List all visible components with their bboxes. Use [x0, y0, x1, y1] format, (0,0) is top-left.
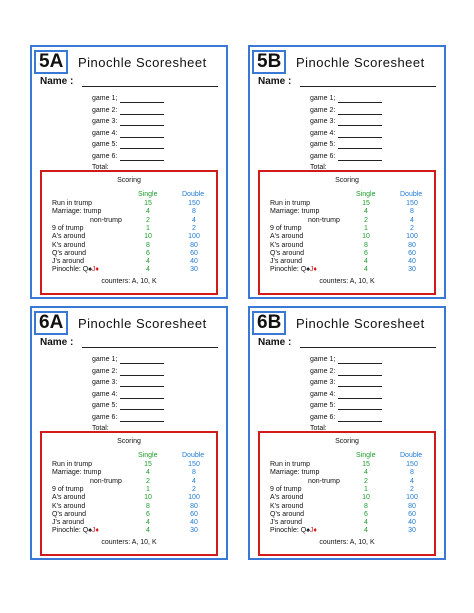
- scoring-row: [52, 258, 206, 267]
- game-label: game 6:: [310, 152, 336, 160]
- game-row: [92, 401, 172, 413]
- scoring-row: [270, 208, 424, 217]
- game-label: game 2:: [310, 367, 336, 375]
- name-row: [258, 76, 436, 88]
- scoring-label: 9 of trump: [52, 485, 84, 493]
- single-value: 15: [362, 461, 370, 468]
- scoring-label: Run in trump: [270, 461, 311, 468]
- game-score-field[interactable]: [120, 398, 164, 399]
- game-row: [92, 106, 172, 118]
- single-value: 15: [144, 461, 152, 468]
- scoring-row: [270, 503, 424, 512]
- game-score-field[interactable]: [120, 386, 164, 387]
- single-value: 4: [364, 519, 368, 527]
- queen-card: Q: [82, 266, 89, 274]
- queen-card: Q: [300, 527, 307, 535]
- single-value: 15: [362, 200, 370, 207]
- scoring-label: non-trump: [308, 477, 340, 485]
- double-header: Double: [182, 191, 205, 198]
- scoring-row: [52, 200, 206, 209]
- scoring-row: [270, 266, 424, 275]
- game-label: game 3:: [92, 118, 118, 125]
- double-value: 30: [190, 527, 198, 535]
- game-score-field[interactable]: [120, 125, 164, 126]
- game-row: [310, 94, 390, 106]
- double-value: 30: [408, 527, 416, 535]
- game-score-field[interactable]: [338, 148, 382, 149]
- scoring-row: [270, 486, 424, 495]
- scoring-label: non-trump: [90, 477, 122, 485]
- scoring-label: Q's around: [52, 249, 87, 257]
- game-label: Total:: [310, 164, 327, 171]
- scoring-label: A's around: [52, 233, 86, 241]
- double-value: 60: [190, 249, 198, 257]
- game-score-field[interactable]: [120, 148, 164, 149]
- scoring-label: [270, 266, 317, 275]
- double-value: 150: [406, 200, 418, 207]
- scoring-label: [270, 527, 317, 536]
- scoring-label: [52, 527, 99, 536]
- scoring-row: [270, 217, 424, 226]
- double-value: 40: [190, 519, 198, 527]
- scoring-row: [270, 200, 424, 209]
- scoring-row: [270, 511, 424, 520]
- single-value: 2: [146, 477, 150, 485]
- scoring-heading: Scoring: [335, 177, 359, 184]
- single-value: 8: [364, 241, 368, 249]
- game-row: [310, 413, 390, 425]
- double-value: 100: [406, 233, 418, 241]
- double-value: 30: [190, 266, 198, 274]
- game-row: [92, 152, 172, 164]
- scoring-row: [270, 478, 424, 487]
- queen-card: Q: [300, 266, 307, 274]
- scoring-row: [52, 242, 206, 251]
- game-row: [310, 355, 390, 367]
- card-title: Pinochle Scoresheet: [78, 316, 207, 331]
- double-value: 4: [192, 477, 196, 485]
- pinochle-label: Pinochle:: [52, 266, 83, 274]
- scoring-row: [270, 242, 424, 251]
- single-header: Single: [138, 191, 158, 198]
- jack-card: J: [309, 527, 314, 535]
- double-value: 2: [192, 224, 196, 232]
- double-value: 150: [188, 200, 200, 207]
- pinochle-label: Pinochle:: [52, 527, 83, 535]
- scoring-label: K's around: [52, 241, 86, 249]
- spade-icon: ♠: [88, 527, 92, 535]
- double-header: Double: [182, 452, 205, 459]
- game-row: [92, 413, 172, 425]
- game-label: game 4:: [310, 129, 336, 137]
- double-value: 8: [192, 469, 196, 477]
- game-row: [92, 129, 172, 141]
- game-label: game 1;: [310, 356, 336, 363]
- scoring-row: [52, 208, 206, 217]
- game-label: game 1;: [92, 95, 118, 102]
- single-value: 4: [146, 266, 150, 274]
- single-value: 1: [364, 224, 368, 232]
- scoring-label: Q's around: [52, 510, 87, 518]
- scoring-label: A's around: [270, 494, 304, 502]
- name-label: Name :: [40, 76, 74, 87]
- scoring-row: [270, 258, 424, 267]
- double-value: 8: [410, 469, 414, 477]
- name-label: Name :: [40, 337, 74, 348]
- scoring-row: [52, 486, 206, 495]
- scoring-heading: Scoring: [117, 438, 141, 445]
- game-score-field[interactable]: [338, 398, 382, 399]
- games-list: [310, 355, 390, 436]
- single-value: 4: [146, 258, 150, 266]
- scoring-label: non-trump: [90, 216, 122, 224]
- double-value: 100: [188, 233, 200, 241]
- single-value: 10: [362, 233, 370, 241]
- games-list: [92, 355, 172, 436]
- scoresheet-card: [248, 45, 446, 299]
- scoring-row: [52, 511, 206, 520]
- scoring-heading: Scoring: [335, 438, 359, 445]
- single-value: 4: [364, 208, 368, 216]
- game-score-field[interactable]: [120, 102, 164, 103]
- single-value: 1: [146, 224, 150, 232]
- game-row: [310, 117, 390, 129]
- scoring-row: [270, 233, 424, 242]
- game-label: game 5:: [310, 141, 336, 148]
- card-tag: 5B: [252, 50, 286, 74]
- scoring-label: Run in trump: [52, 461, 93, 468]
- game-label: game 4:: [92, 390, 118, 398]
- double-value: 2: [410, 485, 414, 493]
- game-row: [92, 117, 172, 129]
- spade-icon: ♠: [88, 266, 92, 274]
- game-row: [310, 401, 390, 413]
- name-row: [258, 337, 436, 349]
- single-value: 8: [146, 241, 150, 249]
- diamond-icon: ♦: [95, 266, 99, 274]
- single-value: 4: [364, 469, 368, 477]
- double-value: 100: [188, 494, 200, 502]
- single-value: 8: [146, 502, 150, 510]
- game-label: Total:: [310, 425, 327, 432]
- scoring-row: [52, 250, 206, 259]
- card-title: Pinochle Scoresheet: [296, 316, 425, 331]
- card-title: Pinochle Scoresheet: [78, 55, 207, 70]
- name-row: [40, 337, 218, 349]
- double-value: 60: [190, 510, 198, 518]
- game-score-field[interactable]: [338, 386, 382, 387]
- double-value: 2: [410, 224, 414, 232]
- game-score-field[interactable]: [120, 409, 164, 410]
- scoring-row: [52, 478, 206, 487]
- scoring-label: K's around: [52, 502, 86, 510]
- name-label: Name :: [258, 76, 292, 87]
- game-score-field[interactable]: [120, 421, 164, 422]
- single-value: 6: [364, 510, 368, 518]
- game-row: [310, 390, 390, 402]
- single-value: 2: [364, 477, 368, 485]
- double-value: 4: [410, 216, 414, 224]
- scoresheet-card: [30, 45, 228, 299]
- scoring-row: [52, 233, 206, 242]
- double-value: 2: [192, 485, 196, 493]
- game-label: game 2:: [92, 106, 118, 114]
- scoring-row: [270, 469, 424, 478]
- double-value: 80: [408, 502, 416, 510]
- card-tag: 5A: [34, 50, 68, 74]
- double-value: 100: [406, 494, 418, 502]
- double-value: 40: [408, 258, 416, 266]
- game-row: [92, 378, 172, 390]
- game-row: [92, 367, 172, 379]
- scoring-box: [40, 431, 218, 556]
- scoring-row: [52, 469, 206, 478]
- double-header: Double: [400, 452, 423, 459]
- scoring-label: Marriage: trump: [52, 469, 102, 477]
- scoring-row: [52, 503, 206, 512]
- scoring-label: non-trump: [308, 216, 340, 224]
- double-value: 80: [190, 502, 198, 510]
- single-value: 6: [146, 510, 150, 518]
- single-value: 2: [146, 216, 150, 224]
- pinochle-label: Pinochle:: [270, 527, 301, 535]
- scoring-label: K's around: [270, 241, 304, 249]
- games-list: [92, 94, 172, 175]
- game-row: [92, 390, 172, 402]
- scoring-row: [52, 527, 206, 536]
- game-label: game 5:: [310, 402, 336, 409]
- counters-note: counters: A, 10, K: [319, 539, 375, 546]
- game-score-field[interactable]: [338, 409, 382, 410]
- scoring-box: [258, 431, 436, 556]
- scoring-row: [270, 519, 424, 528]
- game-row: [92, 140, 172, 152]
- single-value: 10: [144, 233, 152, 241]
- diamond-icon: ♦: [313, 266, 317, 274]
- double-value: 30: [408, 266, 416, 274]
- game-score-field[interactable]: [338, 114, 382, 115]
- game-row: [310, 367, 390, 379]
- single-value: 10: [362, 494, 370, 502]
- game-score-field[interactable]: [338, 102, 382, 103]
- double-header: Double: [400, 191, 423, 198]
- single-value: 6: [146, 249, 150, 257]
- scoring-label: Marriage: trump: [270, 469, 320, 477]
- scoresheet-card: [30, 306, 228, 560]
- single-header: Single: [356, 191, 376, 198]
- single-value: 4: [364, 266, 368, 274]
- scoring-label: Run in trump: [52, 200, 93, 207]
- scoring-label: 9 of trump: [270, 485, 302, 493]
- game-label: game 2:: [310, 106, 336, 114]
- scoring-label: [52, 266, 99, 275]
- scoring-label: A's around: [52, 494, 86, 502]
- game-label: game 4:: [92, 129, 118, 137]
- game-label: game 5:: [92, 141, 118, 148]
- game-score-field[interactable]: [120, 114, 164, 115]
- game-score-field[interactable]: [338, 421, 382, 422]
- single-value: 1: [364, 485, 368, 493]
- game-label: game 2:: [92, 367, 118, 375]
- scoring-label: Q's around: [270, 510, 305, 518]
- double-value: 40: [408, 519, 416, 527]
- counters-note: counters: A, 10, K: [319, 278, 375, 285]
- scoring-label: 9 of trump: [52, 224, 84, 232]
- scoresheet-card: [248, 306, 446, 560]
- jack-card: J: [91, 266, 96, 274]
- single-value: 8: [364, 502, 368, 510]
- scoring-label: Marriage: trump: [52, 208, 102, 216]
- scoring-row: [52, 519, 206, 528]
- game-row: [92, 94, 172, 106]
- single-value: 1: [146, 485, 150, 493]
- game-label: game 6:: [310, 413, 336, 421]
- double-value: 80: [408, 241, 416, 249]
- name-label: Name :: [258, 337, 292, 348]
- name-field[interactable]: [300, 86, 436, 87]
- game-score-field[interactable]: [338, 137, 382, 138]
- scoring-label: J's around: [52, 258, 85, 266]
- game-row: [310, 106, 390, 118]
- scoring-row: [52, 266, 206, 275]
- name-field[interactable]: [82, 86, 218, 87]
- game-row: [310, 129, 390, 141]
- single-value: 4: [364, 258, 368, 266]
- single-value: 4: [146, 469, 150, 477]
- game-score-field[interactable]: [120, 137, 164, 138]
- scoring-heading: Scoring: [117, 177, 141, 184]
- game-label: game 3:: [92, 379, 118, 386]
- scoring-row: [270, 250, 424, 259]
- scoring-box: [258, 170, 436, 295]
- card-tag: 6A: [34, 311, 68, 335]
- pinochle-label: Pinochle:: [270, 266, 301, 274]
- single-value: 4: [146, 519, 150, 527]
- spade-icon: ♠: [306, 266, 310, 274]
- scoring-label: J's around: [52, 519, 85, 527]
- game-label: game 3:: [310, 118, 336, 125]
- single-value: 6: [364, 249, 368, 257]
- single-value: 4: [364, 527, 368, 535]
- scoring-row: [270, 461, 424, 470]
- scoring-label: 9 of trump: [270, 224, 302, 232]
- diamond-icon: ♦: [313, 527, 317, 535]
- game-row: [310, 378, 390, 390]
- double-value: 8: [410, 208, 414, 216]
- card-title: Pinochle Scoresheet: [296, 55, 425, 70]
- double-value: 4: [192, 216, 196, 224]
- double-value: 4: [410, 477, 414, 485]
- game-label: game 5:: [92, 402, 118, 409]
- single-value: 15: [144, 200, 152, 207]
- game-label: game 4:: [310, 390, 336, 398]
- scoring-row: [270, 225, 424, 234]
- scoring-row: [52, 217, 206, 226]
- spade-icon: ♠: [306, 527, 310, 535]
- scoring-label: J's around: [270, 258, 303, 266]
- name-field[interactable]: [300, 347, 436, 348]
- game-score-field[interactable]: [120, 363, 164, 364]
- double-value: 40: [190, 258, 198, 266]
- games-list: [310, 94, 390, 175]
- scoring-row: [52, 225, 206, 234]
- game-label: Total:: [92, 425, 109, 432]
- counters-note: counters: A, 10, K: [101, 278, 157, 285]
- game-label: game 6:: [92, 413, 118, 421]
- name-field[interactable]: [82, 347, 218, 348]
- game-label: game 1;: [92, 356, 118, 363]
- scoring-row: [52, 494, 206, 503]
- scoring-row: [270, 527, 424, 536]
- game-score-field[interactable]: [338, 160, 382, 161]
- single-value: 10: [144, 494, 152, 502]
- scoring-row: [52, 461, 206, 470]
- game-label: game 1;: [310, 95, 336, 102]
- game-row: [310, 140, 390, 152]
- jack-card: J: [91, 527, 96, 535]
- scoring-row: [270, 494, 424, 503]
- scoring-label: Q's around: [270, 249, 305, 257]
- single-value: 4: [146, 527, 150, 535]
- game-label: Total:: [92, 164, 109, 171]
- double-value: 150: [188, 461, 200, 468]
- game-score-field[interactable]: [120, 160, 164, 161]
- single-header: Single: [356, 452, 376, 459]
- single-header: Single: [138, 452, 158, 459]
- game-label: game 3:: [310, 379, 336, 386]
- game-label: game 6:: [92, 152, 118, 160]
- game-score-field[interactable]: [338, 125, 382, 126]
- scoring-label: A's around: [270, 233, 304, 241]
- game-row: [310, 152, 390, 164]
- name-row: [40, 76, 218, 88]
- double-value: 60: [408, 510, 416, 518]
- game-score-field[interactable]: [338, 363, 382, 364]
- single-value: 4: [146, 208, 150, 216]
- double-value: 8: [192, 208, 196, 216]
- scoring-label: K's around: [270, 502, 304, 510]
- counters-note: counters: A, 10, K: [101, 539, 157, 546]
- scoring-box: [40, 170, 218, 295]
- game-row: [92, 355, 172, 367]
- double-value: 150: [406, 461, 418, 468]
- game-score-field[interactable]: [338, 375, 382, 376]
- game-score-field[interactable]: [120, 375, 164, 376]
- scoring-label: J's around: [270, 519, 303, 527]
- card-tag: 6B: [252, 311, 286, 335]
- diamond-icon: ♦: [95, 527, 99, 535]
- double-value: 80: [190, 241, 198, 249]
- single-value: 2: [364, 216, 368, 224]
- queen-card: Q: [82, 527, 89, 535]
- scoring-label: Marriage: trump: [270, 208, 320, 216]
- scoring-label: Run in trump: [270, 200, 311, 207]
- jack-card: J: [309, 266, 314, 274]
- double-value: 60: [408, 249, 416, 257]
